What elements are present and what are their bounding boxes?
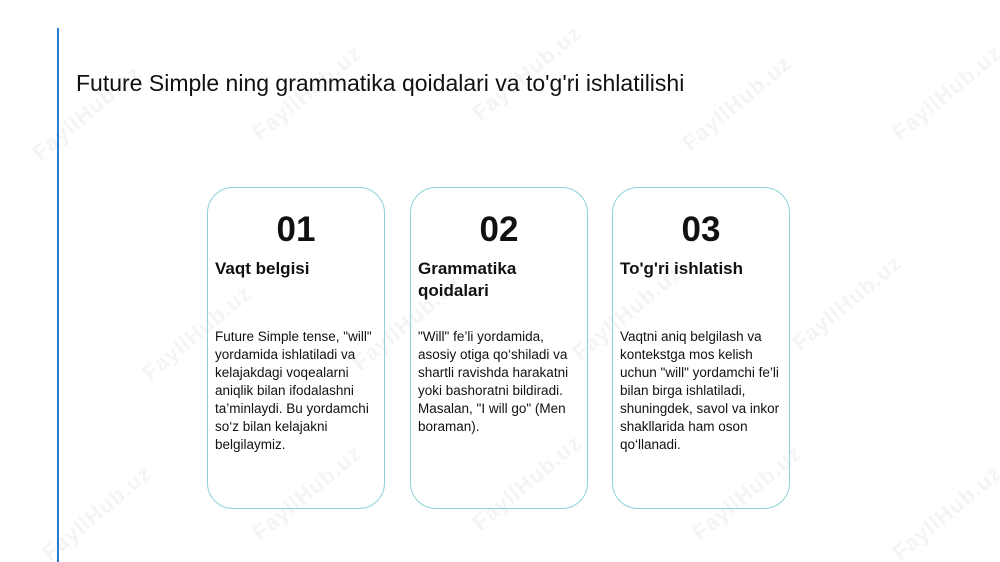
watermark-text — [887, 460, 1000, 562]
card-02 — [410, 187, 588, 509]
watermark-text — [677, 50, 797, 156]
watermark-text — [787, 250, 907, 356]
left-accent-line — [57, 28, 59, 562]
card-number: 01 — [276, 210, 316, 249]
card-body: "Will" fe’li yordamida, asosiy otiga qo‘shiladi va shartli ravishda harakatni yoki bashoratni bildiradi. Masalan, "I will go" (Men boraman). — [418, 329, 569, 434]
card-number: 02 — [479, 210, 519, 249]
watermark-text — [887, 40, 1000, 146]
card-01 — [207, 187, 385, 509]
card-heading: Vaqt belgisi — [215, 259, 310, 278]
card-body: Vaqtni aniq belgilash va kontekstga mos kelish uchun "will" yordamchi fe’li bilan birga ishlatiladi, shuningdek, savol va inkor shakllarida ham oson qo‘llanadi. — [620, 329, 780, 452]
slide-title: Future Simple ning grammatika qoidalari va to'g'ri ishlatilishi — [76, 70, 685, 96]
card-number: 03 — [681, 210, 721, 249]
card-03 — [612, 187, 790, 509]
watermark-text — [37, 460, 157, 562]
card-body: Future Simple tense, "will" yordamida ishlatiladi va kelajakdagi voqealarni aniqlik bilan ifodalashni ta’minlaydi. Bu yordamchi so‘z bilan kelajakni belgilaymiz. — [215, 329, 372, 452]
card-heading: To'g'ri ishlatish — [620, 259, 744, 278]
card-heading: Grammatika qoidalari — [418, 259, 517, 300]
